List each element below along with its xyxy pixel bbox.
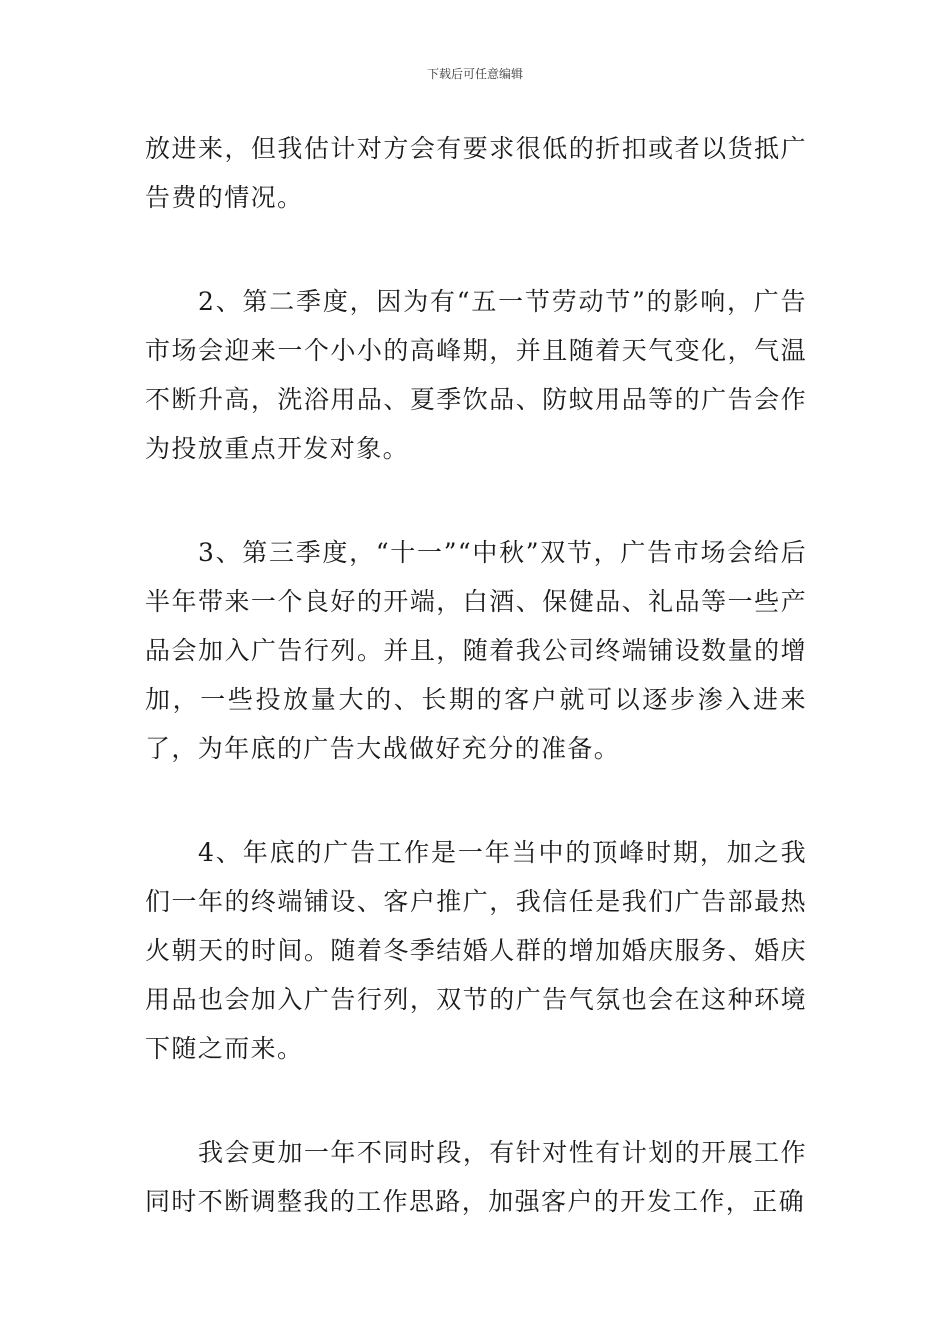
page-header: 下载后可任意编辑 — [426, 67, 523, 81]
paragraph-gap — [145, 473, 807, 528]
document-body — [145, 124, 807, 1226]
paragraph-plan: 我会更加一年不同时段，有针对性有计划的开展工作同时不断调整我的工作思路，加强客户的开发工作，正确 — [145, 1138, 807, 1216]
paragraph-q4: 4、年底的广告工作是一年当中的顶峰时期，加之我们一年的终端铺设、客户推广，我信任是我们广告部最热火朝天的时间。随着冬季结婚人群的增加婚庆服务、婚庆用品也会加入广告行列，双节的广告气氛也会在这种环境下随之而来。 — [145, 838, 807, 1063]
paragraph-gap — [145, 773, 807, 828]
paragraph-continuation: 放进来，但我估计对方会有要求很低的折扣或者以货抵广告费的情况。 — [145, 134, 807, 212]
paragraph-q2: 2、第二季度，因为有“五一节劳动节”的影响，广告市场会迎来一个小小的高峰期，并且随着天气变化，气温不断升高，洗浴用品、夏季饮品、防蚊用品等的广告会作为投放重点开发对象。 — [145, 287, 807, 463]
paragraph-q3: 3、第三季度，“十一”“中秋”双节，广告市场会给后半年带来一个良好的开端，白酒、保健品、礼品等一些产品会加入广告行列。并且，随着我公司终端铺设数量的增加，一些投放量大的、长期的客户就可以逐步渗入进来了，为年底的广告大战做好充分的准备。 — [145, 538, 807, 763]
paragraph-gap — [145, 222, 807, 277]
paragraph-gap — [145, 1073, 807, 1128]
